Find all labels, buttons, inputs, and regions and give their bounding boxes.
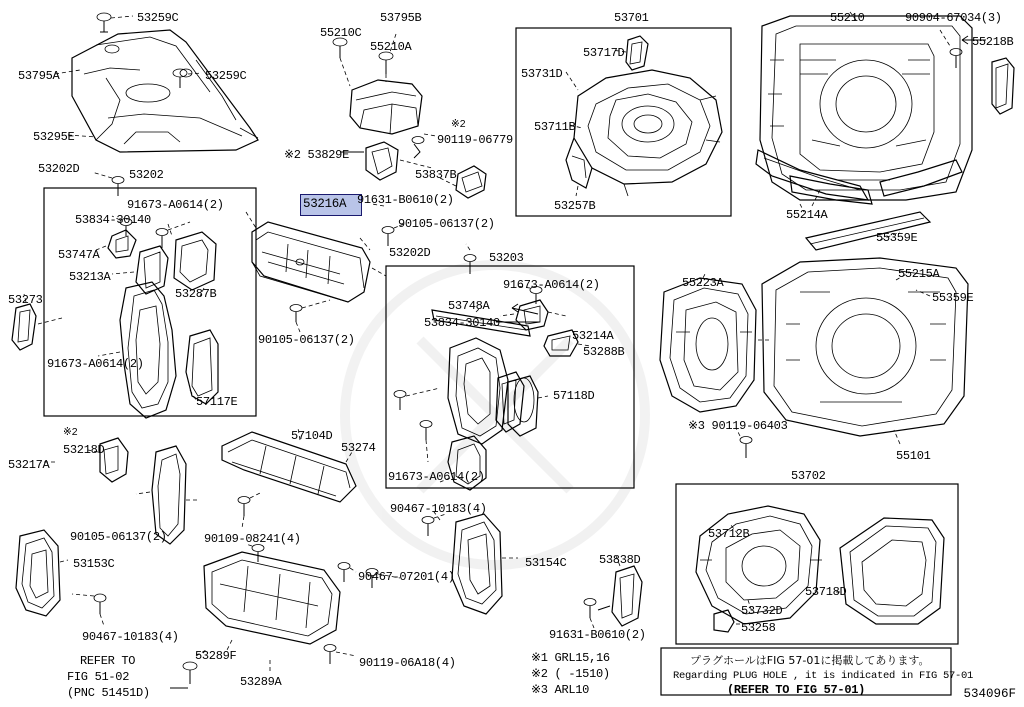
part-label[interactable]: 53273 [8, 293, 43, 307]
part-label[interactable]: ※2 [451, 118, 466, 130]
part-label[interactable]: ※3 90119-06403 [688, 419, 788, 433]
part-label[interactable]: 55214A [786, 208, 828, 222]
part-label[interactable]: 53257B [554, 199, 596, 213]
part-label[interactable]: 57118D [553, 389, 595, 403]
part-label[interactable]: 53202D [38, 162, 80, 176]
part-label[interactable]: 91673-A0614(2) [503, 278, 600, 292]
part-label[interactable]: 53214A [572, 329, 614, 343]
part-label[interactable]: 53702 [791, 469, 826, 483]
part-label[interactable]: 53295E [33, 130, 75, 144]
part-label[interactable]: 53748A [448, 299, 490, 313]
part-label[interactable]: 53202 [129, 168, 164, 182]
part-label[interactable]: 90119-06A18(4) [359, 656, 456, 670]
part-label[interactable]: 53259C [137, 11, 179, 25]
part-label[interactable]: 55218B [972, 35, 1014, 49]
part-label[interactable]: 90467-07201(4) [358, 570, 455, 584]
figure-id: 534096F [963, 687, 1016, 701]
part-label[interactable]: 91673-A0614(2) [47, 357, 144, 371]
part-label[interactable]: 90105-06137(2) [398, 217, 495, 231]
note-1: ※1 GRL15,16 [531, 651, 610, 665]
part-label[interactable]: 53834-30140 [75, 213, 151, 227]
plug-hole-note-en: Regarding PLUG HOLE , it is indicated in FIG 57-01 [673, 670, 974, 682]
part-label[interactable]: 53289A [240, 675, 282, 689]
plug-hole-note-ref: (REFER TO FIG 57-01) [727, 683, 866, 697]
part-label[interactable]: 55359E [932, 291, 974, 305]
part-label[interactable]: 53712B [708, 527, 750, 541]
part-label[interactable]: 55210C [320, 26, 362, 40]
refer-to-line3: (PNC 51451D) [67, 686, 150, 700]
part-label[interactable]: 53289F [195, 649, 237, 663]
part-label[interactable]: ※2 [63, 426, 78, 438]
part-label[interactable]: 53213A [69, 270, 111, 284]
note-3: ※3 ARL10 [531, 683, 590, 697]
part-label[interactable]: 90105-06137(2) [258, 333, 355, 347]
part-label[interactable]: 55215A [898, 267, 940, 281]
part-label[interactable]: 91631-B0610(2) [549, 628, 646, 642]
plug-hole-note-jp: プラグホールはFIG 57-01に掲載してあります。 [690, 654, 930, 667]
part-label[interactable]: 90904-67034(3) [905, 11, 1002, 25]
part-label[interactable]: 53717D [583, 46, 625, 60]
part-label[interactable]: ※2 53829E [284, 148, 349, 162]
part-label[interactable]: 53154C [525, 556, 567, 570]
part-label[interactable]: 53218D [63, 443, 105, 457]
part-label[interactable]: 53258 [741, 621, 776, 635]
part-label[interactable]: 55223A [682, 276, 724, 290]
part-label[interactable]: 53834-30140 [424, 316, 500, 330]
part-label[interactable]: 57104D [291, 429, 333, 443]
part-label[interactable]: 55210 [830, 11, 865, 25]
part-label[interactable]: 53259C [205, 69, 247, 83]
highlighted-part-label: 53216A [303, 197, 347, 211]
part-label[interactable]: 53795B [380, 11, 422, 25]
part-label[interactable]: 90467-10183(4) [390, 502, 487, 516]
part-label[interactable]: 90105-06137(2) [70, 530, 167, 544]
part-label[interactable]: 53837B [415, 168, 457, 182]
part-label[interactable]: 53711B [534, 120, 576, 134]
part-label[interactable]: 53731D [521, 67, 563, 81]
part-label[interactable]: 55101 [896, 449, 931, 463]
part-label[interactable]: 53838D [599, 553, 641, 567]
part-label[interactable]: 91631-B0610(2) [357, 193, 454, 207]
part-label[interactable]: 53747A [58, 248, 100, 262]
part-label[interactable]: 53153C [73, 557, 115, 571]
part-label[interactable]: 91673-A0614(2) [388, 470, 485, 484]
part-label[interactable]: 53274 [341, 441, 376, 455]
part-label[interactable]: 53718D [805, 585, 847, 599]
refer-to-line1: REFER TO [80, 654, 136, 668]
part-label[interactable]: 90119-06779 [437, 133, 513, 147]
part-label[interactable]: 53288B [583, 345, 625, 359]
part-label[interactable]: 53701 [614, 11, 649, 25]
part-label[interactable]: 90109-08241(4) [204, 532, 301, 546]
refer-to-line2: FIG 51-02 [67, 670, 130, 684]
part-label[interactable]: 53217A [8, 458, 50, 472]
part-label[interactable]: 53287B [175, 287, 217, 301]
part-label[interactable]: 55210A [370, 40, 412, 54]
part-label[interactable]: 90467-10183(4) [82, 630, 179, 644]
part-label[interactable]: 57117E [196, 395, 238, 409]
part-label[interactable]: 53795A [18, 69, 60, 83]
part-label[interactable]: 91673-A0614(2) [127, 198, 224, 212]
part-label[interactable]: 53203 [489, 251, 524, 265]
part-label[interactable]: 55359E [876, 231, 918, 245]
part-label[interactable]: 53732D [741, 604, 783, 618]
part-label[interactable]: 53202D [389, 246, 431, 260]
note-2: ※2 ( -1510) [531, 667, 610, 681]
